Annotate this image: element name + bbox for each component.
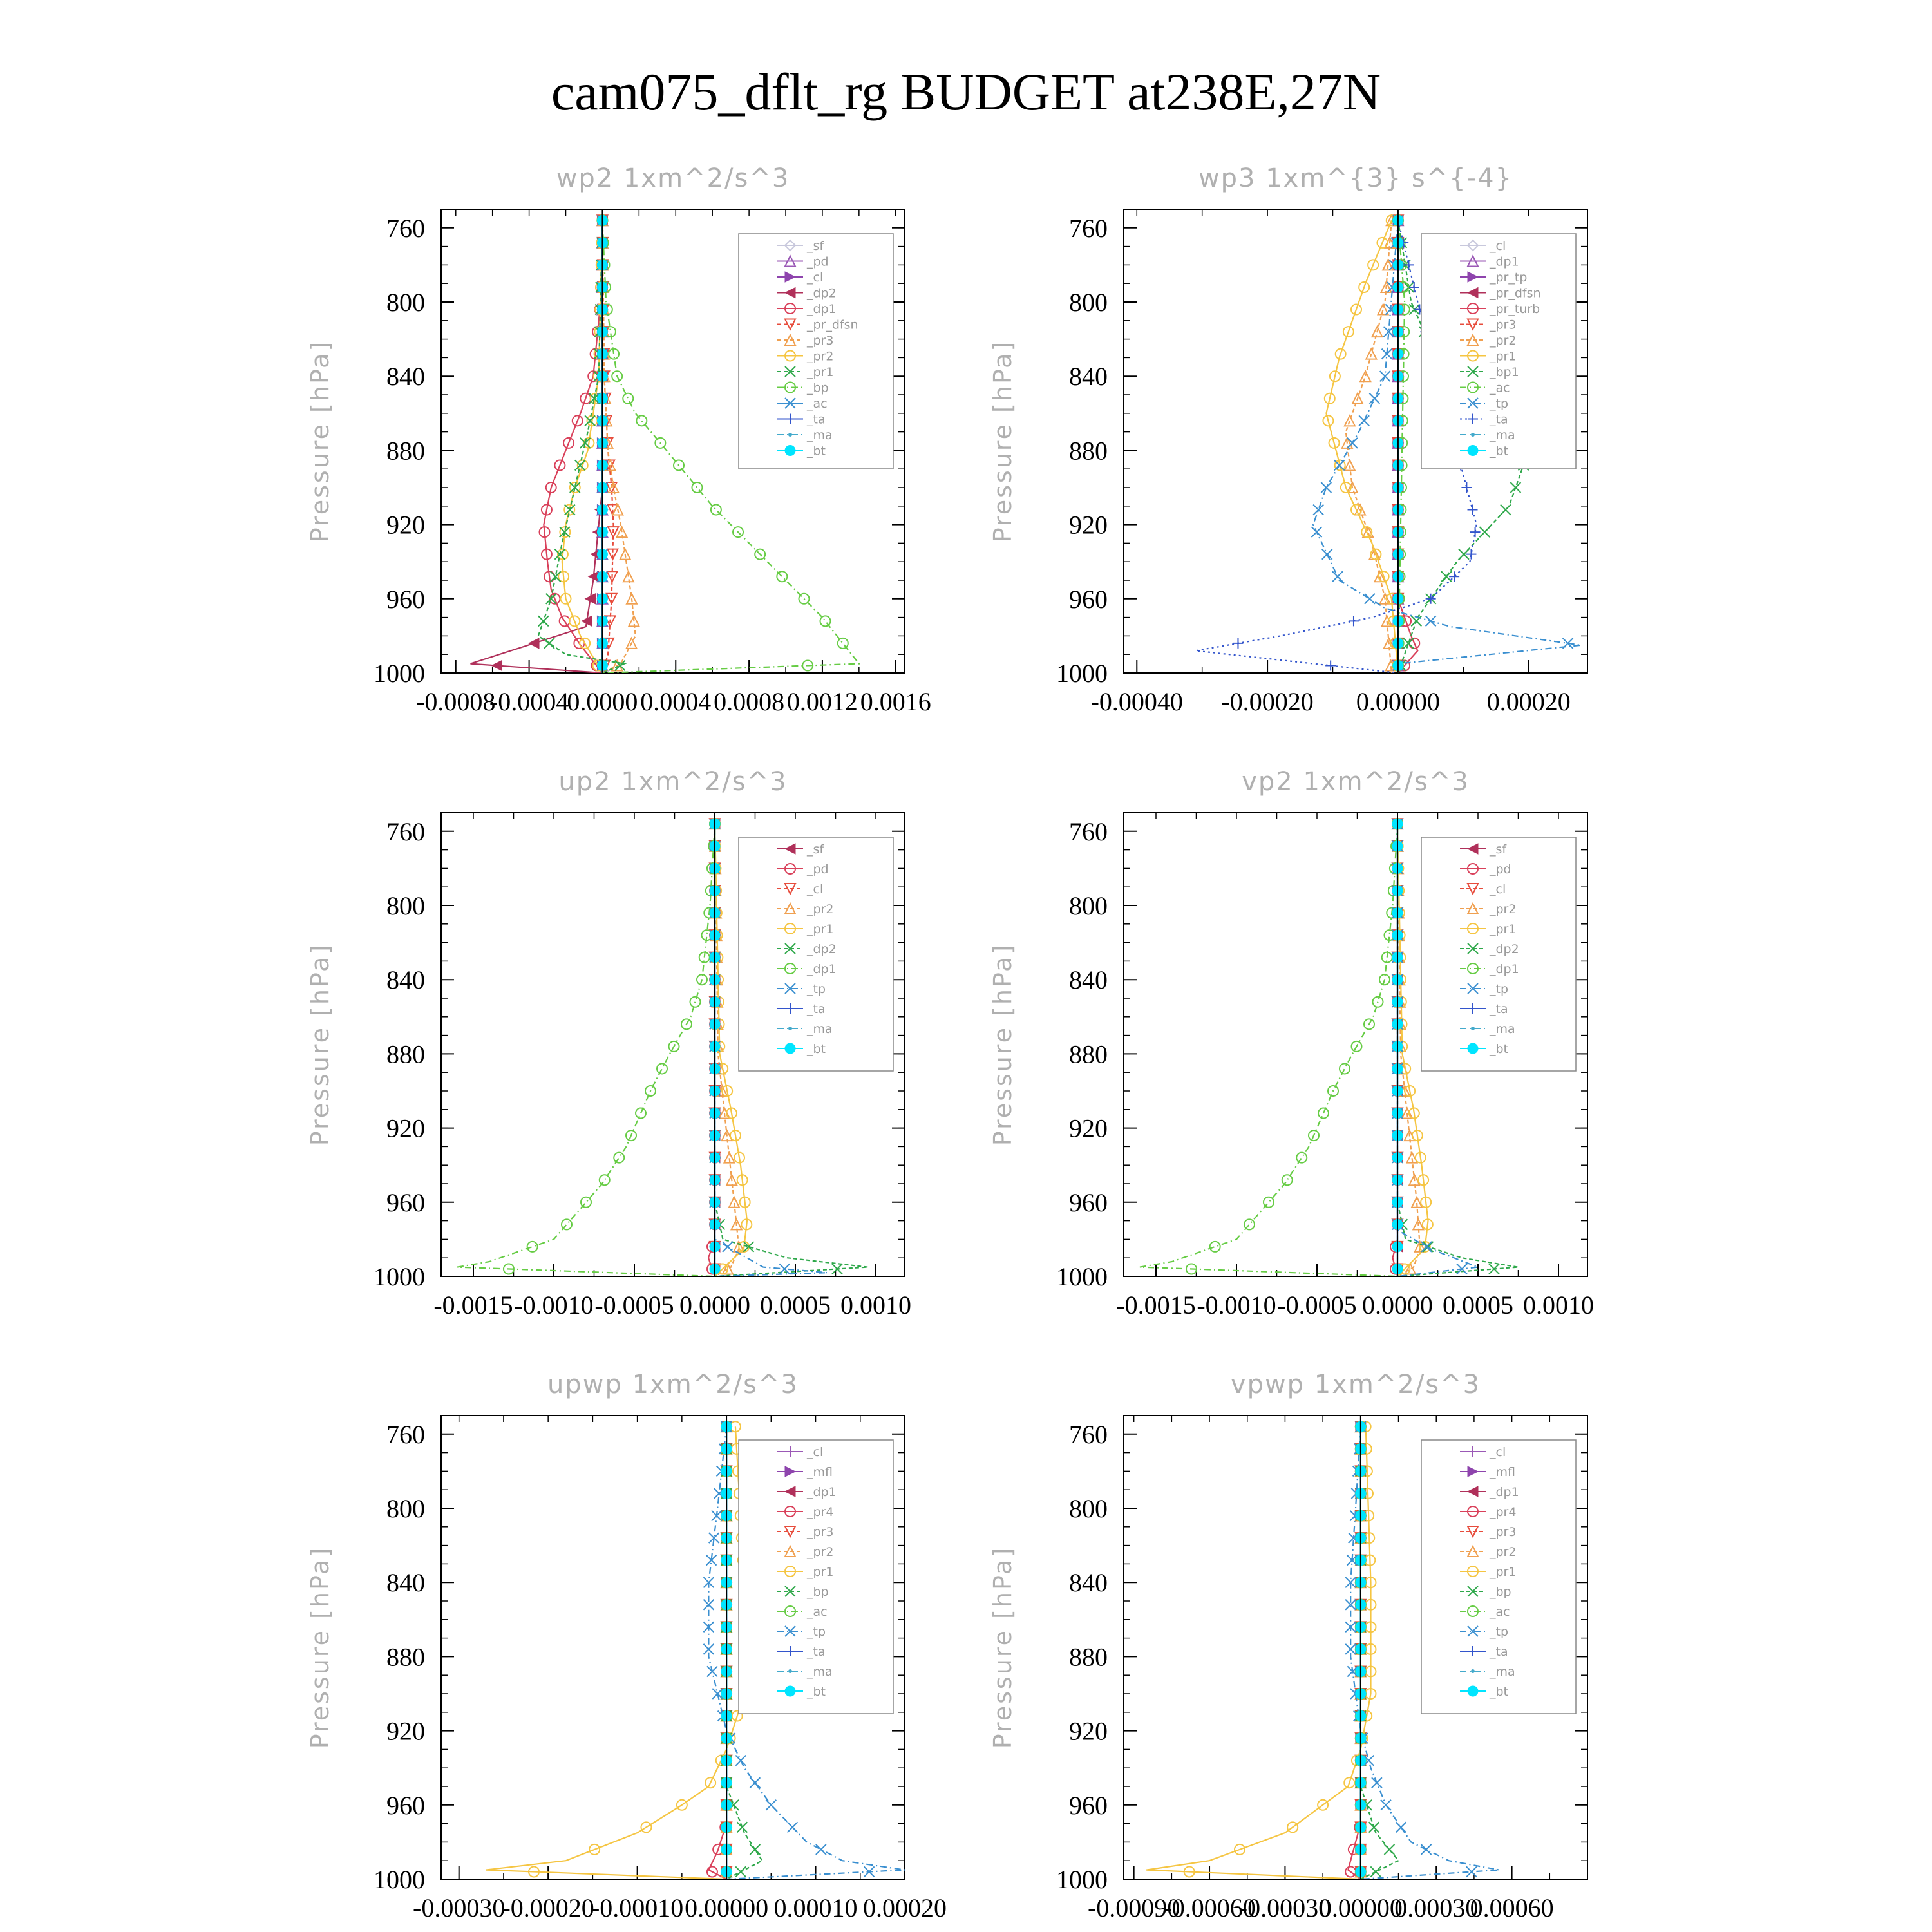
legend-label: _bt [1490,1685,1509,1699]
legend-marker [788,433,792,437]
y-tick-label: 840 [386,362,425,392]
y-tick-label: 960 [1069,1790,1108,1820]
panel-6 [989,1370,1587,1922]
series-marker-ta [1470,527,1481,537]
y-tick-label: 800 [386,288,425,317]
legend-label: _cl [807,882,824,896]
y-tick-label: 840 [1069,362,1108,392]
series-marker-dp1 [657,1063,667,1074]
series-marker-tp [1396,1822,1406,1832]
legend-label: _cl [807,270,824,285]
series-marker-bp [820,616,830,626]
legend-label: _bt [1490,1042,1509,1056]
x-tick-label: 0.00060 [1470,1893,1554,1922]
series-marker-bp1 [1403,638,1414,649]
y-tick-label: 840 [386,965,425,995]
x-tick-label: -0.0008 [416,687,496,716]
series-marker-bp [636,415,647,426]
series-marker-dp1 [1264,1197,1274,1208]
y-tick-label: 880 [1069,1642,1108,1672]
x-tick-label: 0.0004 [640,687,712,716]
legend-label: _dp1 [807,962,837,976]
y-tick-label: 800 [1069,1494,1108,1523]
series-marker-ta [1468,505,1478,515]
y-tick-label: 880 [386,436,425,466]
legend-label: _cl [807,1445,824,1459]
panel-title: up2 1xm^2/s^3 [558,767,788,797]
panel-5 [306,1370,947,1922]
x-tick-label: 0.0000 [567,687,638,716]
legend-label: _cl [1490,882,1506,896]
x-tick-label: 0.00000 [685,1893,769,1922]
series-marker-ta [1349,616,1359,626]
series-marker-dp1 [600,1175,610,1185]
legend-label: _pd [1490,862,1511,876]
series-marker-tp [1332,571,1343,582]
x-tick-label: -0.0005 [1277,1291,1357,1320]
legend [739,837,893,1071]
legend-marker [1471,433,1475,437]
series-marker-tp [1345,1644,1356,1654]
legend-label: _bt [807,444,826,459]
legend-label: _ma [807,428,833,442]
legend-label: _pr3 [807,334,834,348]
legend-label: _tp [1490,1625,1509,1639]
x-tick-label: -0.00090 [1087,1893,1180,1922]
x-tick-label: -0.0015 [1116,1291,1196,1320]
series-marker-ta [1461,482,1472,493]
y-tick-label: 960 [386,584,425,614]
x-tick-label: -0.00060 [1163,1893,1256,1922]
legend-label: _pr2 [807,1545,834,1559]
legend-label: _pr1 [1490,1565,1517,1579]
series-marker-dp1 [690,997,701,1007]
x-tick-label: 0.0010 [840,1291,911,1320]
legend-label: _bp [807,1585,829,1599]
legend-label: _pr3 [1490,317,1517,332]
legend-label: _ta [807,1645,826,1659]
series-marker-ta [1325,660,1336,670]
y-tick-label: 840 [386,1568,425,1598]
legend-label: _tp [807,1625,826,1639]
y-tick-label: 760 [386,817,425,846]
y-tick-label: 1000 [374,1262,425,1291]
panels [306,164,1594,1922]
legend-label: _pr1 [1490,349,1517,364]
series-marker-tp [750,1777,760,1788]
y-tick-label: 760 [1069,213,1108,243]
panel-title: vp2 1xm^2/s^3 [1242,767,1470,797]
legend-label: _bp1 [1490,365,1519,379]
x-tick-label: -0.00030 [1238,1893,1332,1922]
x-tick-label: 0.00020 [863,1893,947,1922]
series-marker-tp [1347,438,1358,448]
series-marker-bp [1368,1822,1379,1832]
y-tick-label: 1000 [1056,659,1108,688]
y-tick-label: 1000 [374,659,425,688]
panel-title: vpwp 1xm^2/s^3 [1230,1370,1481,1399]
legend-label: _dp2 [807,942,837,956]
series-marker-pr1 [538,616,549,626]
x-tick-label: -0.0010 [514,1291,594,1320]
series-marker-bp [623,393,633,404]
y-tick-label: 840 [1069,965,1108,995]
x-tick-label: 0.00030 [1394,1893,1479,1922]
y-tick-label: 920 [386,510,425,540]
legend-label: _dp1 [807,302,837,316]
series-marker-bp [1384,1844,1394,1855]
y-axis-label: Pressure [hPa] [989,943,1017,1146]
figure-title: cam075_dflt_rg BUDGET at238E,27N [551,62,1381,121]
legend-label: _pr2 [1490,902,1517,916]
series-marker-tp [1321,482,1331,493]
y-tick-label: 1000 [1056,1262,1108,1291]
legend-label: _pr1 [1490,922,1517,936]
legend-marker [788,1669,792,1673]
legend-label: _mfl [807,1465,833,1479]
legend-label: _bt [807,1685,826,1699]
x-tick-label: 0.0016 [860,687,931,716]
series-marker-tp [723,1242,733,1252]
series-marker-dp1 [614,1153,624,1163]
series-line-dp1 [1140,824,1397,1276]
y-tick-label: 880 [1069,1039,1108,1069]
legend-label: _pr1 [807,365,834,379]
x-tick-label: -0.0010 [1197,1291,1276,1320]
series-marker-pr1 [570,482,580,493]
legend-marker [1471,1669,1475,1673]
legend-label: _ac [1490,381,1510,395]
series-marker-dp2 [832,1264,842,1274]
series-marker-tp [1311,527,1321,537]
legend-marker [788,1027,792,1030]
legend-label: _pr3 [807,1525,834,1539]
series-marker-ta [1233,638,1243,649]
legend-label: _dp1 [807,1485,837,1499]
legend-label: _ma [807,1022,833,1036]
series-marker-tp [1372,1777,1382,1788]
legend-label: _pr_dfsn [807,317,858,332]
legend-label: _dp2 [1490,942,1519,956]
legend-label: _pr3 [1490,1525,1517,1539]
x-tick-label: 0.00000 [1356,687,1440,716]
series-marker-dp2 [492,660,502,670]
series-marker-tp [1359,415,1369,426]
series-marker-tp [1426,616,1436,626]
series-marker-tp [735,1756,746,1766]
y-tick-label: 1000 [1056,1865,1108,1894]
series-marker-dp1 [1296,1153,1307,1163]
series-marker-dp1 [1340,1063,1350,1074]
legend-marker [1468,1686,1478,1696]
y-tick-label: 760 [386,213,425,243]
series-marker-tp [1381,1800,1391,1810]
y-tick-label: 960 [386,1188,425,1217]
panel-title: upwp 1xm^2/s^3 [547,1370,799,1399]
x-tick-label: -0.0015 [433,1291,513,1320]
series-marker-tp [1365,594,1375,604]
legend-label: _pr2 [1490,334,1517,348]
series-marker-bp [777,571,787,582]
y-tick-label: 800 [386,891,425,920]
panel-2 [989,164,1587,716]
x-tick-label: 0.0000 [679,1291,750,1320]
series-line-pr1 [1146,1426,1370,1879]
legend-label: _tp [1490,397,1509,411]
legend-label: _ta [1490,412,1508,427]
x-tick-label: -0.00010 [591,1893,684,1922]
series-marker-tp [1322,549,1332,560]
series-marker-bp1 [1479,527,1490,537]
series-line-dp2 [471,220,603,673]
legend-label: _ta [807,1002,826,1016]
x-tick-label: 0.0005 [760,1291,831,1320]
y-axis-label: Pressure [hPa] [306,943,334,1146]
y-tick-label: 760 [1069,1419,1108,1449]
x-tick-label: 0.0000 [1362,1291,1433,1320]
series-marker-tp [816,1844,826,1855]
x-tick-label: -0.00030 [413,1893,506,1922]
x-tick-label: -0.00020 [1221,687,1314,716]
legend-label: _pr2 [1490,1545,1517,1559]
legend-label: _cl [1490,239,1506,253]
legend-label: _mfl [1490,1465,1515,1479]
legend-marker [785,1043,795,1054]
panel-title: wp3 1xm^{3} s^{-4} [1198,164,1513,193]
legend-marker [1468,1043,1478,1054]
x-tick-label: -0.00040 [1090,687,1183,716]
legend-label: _pr_tp [1490,270,1528,285]
x-tick-label: 0.00020 [1486,687,1571,716]
legend-label: _pr_turb [1490,302,1540,316]
legend-label: _tp [807,982,826,996]
y-tick-label: 760 [386,1419,425,1449]
x-tick-label: -0.0005 [594,1291,674,1320]
series-marker-tp [788,1822,798,1832]
y-axis-label: Pressure [hPa] [306,1546,334,1749]
panel-3 [306,767,911,1320]
series-marker-tp [1369,393,1379,404]
legend-marker [785,446,795,456]
y-tick-label: 920 [1069,510,1108,540]
series-line-dp1 [457,824,715,1276]
y-axis-label: Pressure [hPa] [306,339,334,543]
y-tick-label: 920 [1069,1716,1108,1746]
legend-label: _ac [807,397,828,411]
legend-label: _dp1 [1490,962,1519,976]
legend [1421,234,1576,469]
y-tick-label: 1000 [374,1865,425,1894]
legend-label: _bp [1490,1585,1511,1599]
legend-label: _bp [807,381,829,395]
legend [1421,1440,1576,1714]
series-marker-tp [703,1622,714,1632]
series-marker-dp1 [562,1219,572,1229]
series-marker-bp [711,505,721,515]
y-tick-label: 960 [1069,1188,1108,1217]
y-tick-label: 880 [386,1642,425,1672]
series-marker-pr2 [1360,371,1370,381]
series-marker-dp2 [529,638,539,649]
y-tick-label: 800 [1069,891,1108,920]
legend-label: _dp1 [1490,1485,1519,1499]
series-marker-bp1 [1501,505,1511,515]
legend-label: _dp2 [807,286,837,301]
legend-marker [1468,446,1478,456]
series-marker-bp [692,482,702,493]
y-axis-label: Pressure [hPa] [989,1546,1017,1749]
series-marker-dp1 [1244,1219,1255,1229]
panel-1 [306,164,931,716]
series-marker-bp [735,1866,746,1877]
series-marker-bp [1370,1866,1381,1877]
y-tick-label: 960 [386,1790,425,1820]
series-marker-tp [707,1666,717,1676]
series-marker-bp1 [1510,482,1520,493]
y-tick-label: 880 [1069,436,1108,466]
legend-label: _ma [807,1665,833,1679]
series-marker-pr1 [544,638,554,649]
legend-marker [1471,1027,1475,1030]
series-marker-bp [838,638,848,649]
legend-label: _ma [1490,428,1515,442]
legend-label: _tp [1490,982,1509,996]
legend-marker [785,1686,795,1696]
x-tick-label: -0.0004 [489,687,569,716]
legend-label: _cl [1490,1445,1506,1459]
series-marker-pr1 [585,415,595,426]
series-marker-pr2 [1345,415,1355,426]
series-marker-dp1 [1282,1175,1293,1185]
series-marker-ta [1409,282,1419,292]
legend-label: _sf [1490,842,1507,857]
legend-label: _pr4 [1490,1505,1517,1519]
legend-label: _sf [807,239,824,253]
y-tick-label: 840 [1069,1568,1108,1598]
y-tick-label: 800 [386,1494,425,1523]
x-tick-label: 0.00000 [1318,1893,1403,1922]
y-tick-label: 920 [386,1113,425,1143]
y-tick-label: 800 [1069,288,1108,317]
legend-label: _ma [1490,1022,1515,1036]
x-tick-label: 0.0012 [786,687,858,716]
series-marker-tp [766,1800,776,1810]
series-marker-pr1 [575,460,585,470]
legend-label: _ma [1490,1665,1515,1679]
y-tick-label: 920 [386,1716,425,1746]
legend [739,1440,893,1714]
panel-title: wp2 1xm^2/s^3 [556,164,790,193]
legend-label: _ta [1490,1645,1508,1659]
legend-label: _pr4 [807,1505,834,1519]
series-marker-tp [1313,505,1323,515]
legend [1421,837,1576,1071]
series-marker-bp [750,1844,760,1855]
series-marker-tp [1421,1844,1432,1855]
legend-label: _pr1 [807,922,834,936]
series-marker-dp1 [1373,997,1383,1007]
y-tick-label: 920 [1069,1113,1108,1143]
y-tick-label: 880 [386,1039,425,1069]
series-marker-dp1 [581,1197,591,1208]
series-marker-dp1 [1210,1242,1220,1252]
legend [739,234,893,469]
panel-4 [989,767,1594,1320]
series-marker-bp [737,1822,747,1832]
x-tick-label: 0.00010 [773,1893,858,1922]
x-tick-label: 0.0005 [1443,1291,1513,1320]
legend-label: _ta [1490,1002,1508,1016]
legend-label: _pr1 [807,1565,834,1579]
y-tick-label: 760 [1069,817,1108,846]
series-marker-dp2 [744,1242,754,1252]
legend-label: _ta [807,412,826,427]
x-tick-label: 0.0008 [714,687,785,716]
legend-label: _bt [1490,444,1509,459]
legend-label: _bt [807,1042,826,1056]
legend-label: _pd [807,254,829,269]
series-marker-dp1 [527,1242,538,1252]
legend-label: _pr_dfsn [1490,286,1541,301]
y-tick-label: 960 [1069,584,1108,614]
x-tick-label: 0.0010 [1523,1291,1594,1320]
legend-label: _pr2 [807,902,834,916]
legend-label: _dp1 [1490,254,1519,269]
legend-label: _ac [1490,1605,1510,1619]
x-tick-label: -0.00020 [502,1893,594,1922]
legend-label: _pr2 [807,349,834,364]
y-axis-label: Pressure [hPa] [989,339,1017,543]
legend-label: _pd [807,862,829,876]
legend-label: _ac [807,1605,828,1619]
series-marker-tp [1380,371,1390,381]
legend-label: _sf [807,842,824,857]
